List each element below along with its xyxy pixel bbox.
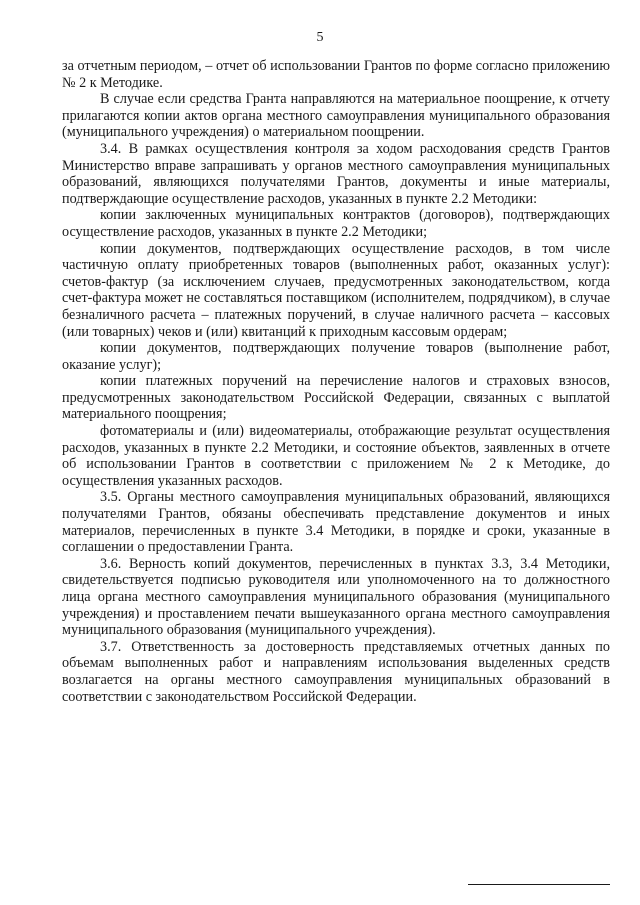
document-body: [62, 58, 610, 705]
paragraph-3-7: 3.7. Ответственность за достоверность представляемых отчетных данных по объемам выполненных работ и направлениям использования выделенных средств возлагается на органы местного самоуправления муниципальных образований в соответствии с законодательством Российской Федерации.: [62, 638, 610, 705]
paragraph-3-4: 3.4. В рамках осуществления контроля за ходом расходования средств Грантов Министерство вправе запрашивать у органов местного самоуправления муниципальных образований, являющихся получателями Грантов, документы и иные материалы, подтверждающие осуществление расходов, указанных в пункте 2.2 Методики:: [62, 140, 610, 207]
paragraph-continuation: за отчетным периодом, – отчет об использовании Грантов по форме согласно приложению № 2 к Методике.: [62, 58, 610, 91]
list-item-contracts: копии заключенных муниципальных контрактов (договоров), подтверждающих осуществление расходов, указанных в пункте 2.2 Методики;: [62, 207, 610, 240]
footer-rule: [468, 884, 610, 885]
paragraph-material-incentive: В случае если средства Гранта направляются на материальное поощрение, к отчету прилагаются копии актов органа местного самоуправления муниципального образования (муниципального учреждения) о материальном поощрении.: [62, 91, 610, 141]
list-item-tax-payments: копии платежных поручений на перечисление налогов и страховых взносов, предусмотренных законодательством Российской Федерации, связанных с выплатой материального поощрения;: [62, 373, 610, 423]
page-number: 5: [316, 30, 324, 45]
list-item-photo-video: фотоматериалы и (или) видеоматериалы, отображающие результат осуществления расходов, указанных в пункте 2.2 Методики, и состояние объектов, заявленных в отчете об использовании Грантов в соответствии с приложением № 2 к Методике, до осуществления указанных расходов.: [62, 423, 610, 489]
list-item-payment-documents: копии документов, подтверждающих осуществление расходов, в том числе частичную оплату приобретенных товаров (выполненных работ, оказанных услуг): счетов-фактур (за исключением случаев, предусмотренных законодательством, когда счет-фактура может не составляться поставщиком (исполнителем, подрядчиком), в случае безналичного расчета – платежных поручений, в случае наличного расчета – кассовых (или товарных) чеков и (или) квитанций к приходным кассовым ордерам;: [62, 240, 610, 340]
paragraph-3-5: 3.5. Органы местного самоуправления муниципальных образований, являющихся получателями Грантов, обязаны обеспечивать представление документов и иных материалов, перечисленных в пункте 3.4 Методики, в порядке и сроки, указанные в соглашении о предоставлении Гранта.: [62, 489, 610, 556]
paragraph-3-6: 3.6. Верность копий документов, перечисленных в пунктах 3.3, 3.4 Методики, свидетельствуется подписью руководителя или уполномоченного на то должностного лица органа местного самоуправления муниципального образования (муниципального учреждения) и проставлением печати вышеуказанного органа местного самоуправления муниципального образования (муниципального учреждения).: [62, 555, 610, 639]
list-item-goods-receipt: копии документов, подтверждающих получение товаров (выполнение работ, оказание услуг);: [62, 340, 610, 373]
